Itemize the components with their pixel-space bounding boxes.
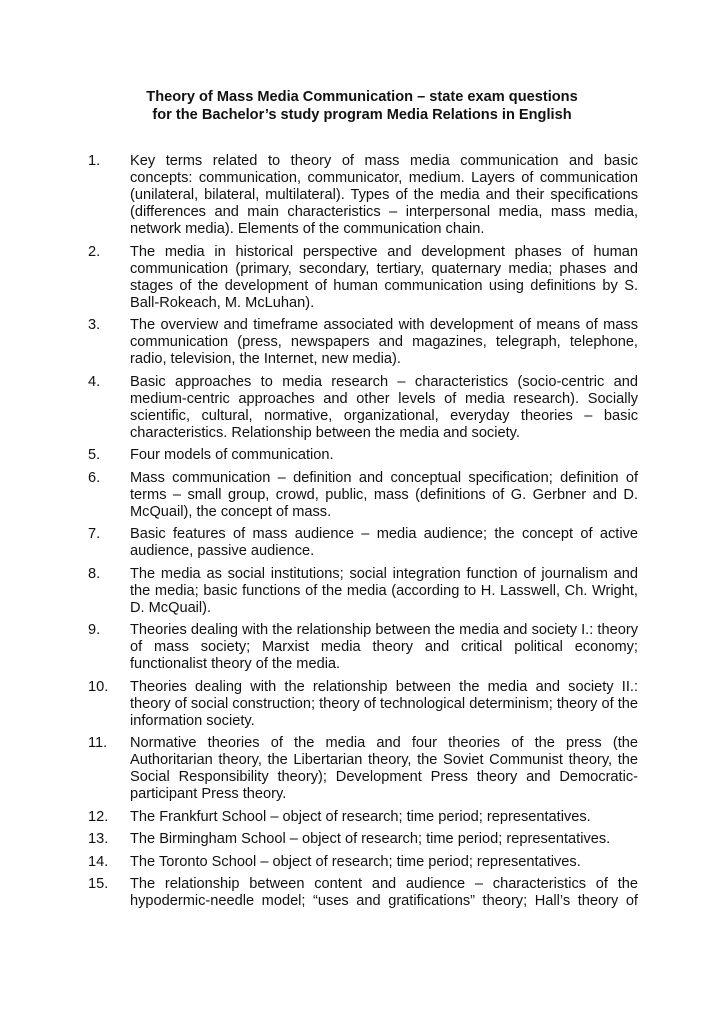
question-number: 11. bbox=[88, 735, 108, 751]
question-number: 8. bbox=[88, 565, 101, 582]
question-text: The relationship between content and audience – characteristics of the hypodermic-needle model; “uses and gratifications” theory; Hall’s theory of bbox=[130, 876, 638, 909]
question-text: Theories dealing with the relationship between the media and society II.: theory of social construction; theory of technological determinism; theory of the information society. bbox=[130, 678, 638, 729]
question-number: 13. bbox=[88, 831, 109, 847]
question-item bbox=[88, 809, 638, 826]
question-item bbox=[88, 876, 638, 910]
question-text: Key terms related to theory of mass media communication and basic concepts: communication, communicator, medium. Layers of communication (unilateral, bilateral, multilateral). Types of the media and their specifications (differences and main characteristics – interpersonal media, mass media, network media). Elements of the communication chain. bbox=[130, 153, 638, 237]
question-text: The Frankfurt School – object of research; time period; representatives. bbox=[130, 808, 591, 825]
question-text: The Toronto School – object of research; time period; representatives. bbox=[130, 853, 581, 870]
question-item bbox=[88, 679, 638, 730]
question-text: The overview and timeframe associated with development of means of mass communication (press, newspapers and magazines, telegraph, telephone, radio, television, the Internet, new media). bbox=[130, 317, 638, 367]
question-text: Normative theories of the media and four theories of the press (the Authoritarian theory, the Libertarian theory, the Soviet Communist theory, the Social Responsibility theory); Development Press theory and Democratic-participant Press theory. bbox=[130, 735, 638, 802]
question-item bbox=[88, 470, 638, 521]
question-item bbox=[88, 317, 638, 368]
question-number: 5. bbox=[88, 447, 101, 463]
question-number: 3. bbox=[88, 317, 101, 333]
question-text: Theories dealing with the relationship between the media and society I.: theory of mass society; Marxist media theory and critical political economy; functionalist theory of the media. bbox=[130, 622, 638, 672]
question-number: 9. bbox=[88, 622, 101, 638]
question-text: Basic approaches to media research – characteristics (socio-centric and medium-centric approaches and other levels of media research). Socially scientific, cultural, normative, organizational, everyday theories – basic characteristics. Relationship between the media and society. bbox=[130, 373, 638, 441]
question-item bbox=[88, 735, 638, 803]
question-item bbox=[88, 566, 638, 617]
question-number: 12. bbox=[88, 808, 109, 825]
question-item bbox=[88, 831, 638, 848]
question-text: Mass communication – definition and conceptual specification; definition of terms – small group, crowd, public, mass (definitions of G. Gerbner and D. McQuail), the concept of mass. bbox=[130, 469, 638, 520]
question-number: 1. bbox=[88, 153, 101, 169]
question-number: 7. bbox=[88, 526, 101, 542]
question-text: The media in historical perspective and development phases of human communication (primary, secondary, tertiary, quaternary media; phases and stages of the development of human communication using definitions by S. Ball-Rokeach, M. McLuhan). bbox=[130, 243, 638, 311]
question-number: 6. bbox=[88, 469, 101, 486]
question-list bbox=[88, 153, 638, 916]
question-text: Basic features of mass audience – media audience; the concept of active audience, passive audience. bbox=[130, 526, 638, 559]
question-number: 10. bbox=[88, 678, 109, 695]
question-item bbox=[88, 526, 638, 560]
question-text: The Birmingham School – object of research; time period; representatives. bbox=[130, 831, 611, 847]
question-number: 4. bbox=[88, 373, 101, 390]
question-item bbox=[88, 854, 638, 871]
question-item bbox=[88, 244, 638, 312]
question-item bbox=[88, 153, 638, 238]
question-item bbox=[88, 374, 638, 442]
title-line-1: Theory of Mass Media Communication – state exam questions bbox=[146, 89, 578, 105]
question-number: 15. bbox=[88, 876, 109, 892]
question-item bbox=[88, 622, 638, 673]
title-line-2: for the Bachelor’s study program Media Relations in English bbox=[152, 107, 572, 123]
question-number: 14. bbox=[88, 853, 109, 870]
question-item bbox=[88, 447, 638, 464]
question-number: 2. bbox=[88, 243, 101, 260]
document-title bbox=[0, 88, 724, 124]
question-text: The media as social institutions; social integration function of journalism and the media; basic functions of the media (according to H. Lasswell, Ch. Wright, D. McQuail). bbox=[130, 565, 638, 616]
question-text: Four models of communication. bbox=[130, 447, 334, 463]
